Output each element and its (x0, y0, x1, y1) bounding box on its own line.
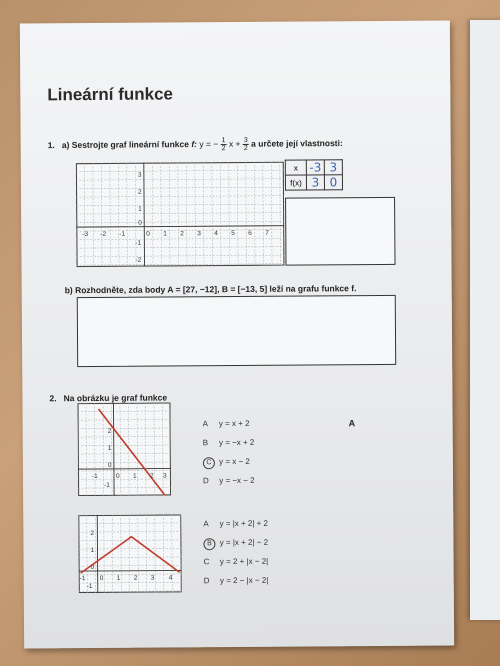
table-row (285, 175, 342, 190)
graph2-y-axis (97, 515, 98, 593)
x-tick: -1 (119, 230, 126, 238)
second-sheet (470, 20, 500, 620)
y-tick: 2 (137, 188, 142, 196)
page-title: Lineární funkce (47, 84, 174, 105)
y-tick: 1 (107, 444, 112, 452)
task1a-text: a) Sestrojte graf lineární funkce (61, 139, 189, 150)
x-tick: 2 (133, 574, 138, 582)
x-tick: 6 (248, 229, 252, 237)
task1-heading (48, 136, 343, 153)
option-letter: A (202, 419, 208, 429)
circled-option-letter: B (203, 538, 215, 550)
option-row[interactable] (203, 514, 268, 533)
frac1-den: 2 (221, 145, 226, 153)
graph1-border (78, 403, 171, 496)
option-row[interactable] (204, 571, 269, 590)
task2-prompt: Na obrázku je graf funkce (63, 392, 168, 404)
frac2-den: 2 (243, 144, 248, 152)
x-tick: 3 (150, 574, 155, 582)
y-tick: 0 (107, 461, 112, 469)
task2-graph1 (77, 402, 171, 496)
task1b-text: b) Rozhodněte, zda body A = [27, −12], B = [−13, 5] leží na grafu funkce f. (64, 283, 357, 296)
circled-option-letter: C (203, 457, 215, 469)
option-letter: C (203, 557, 210, 567)
x-tick: 5 (231, 230, 235, 238)
x-tick: 1 (116, 574, 121, 582)
table-cell[interactable]: -3 (306, 160, 324, 175)
x-tick: 1 (132, 472, 137, 480)
option-row-circled[interactable] (203, 533, 268, 552)
fraction-2 (243, 137, 249, 152)
option-letter: B (202, 438, 209, 448)
option-row[interactable] (203, 414, 255, 433)
properties-answer-box[interactable] (285, 197, 395, 266)
task2-graph2 (78, 514, 182, 593)
x-tick: 3 (197, 230, 201, 238)
table-header-x: x (285, 160, 306, 175)
y-tick: 3 (137, 171, 142, 179)
x-tick: -1 (91, 472, 98, 481)
table-cell[interactable]: 0 (324, 175, 342, 190)
option-row[interactable] (204, 552, 269, 571)
option-letter: D (202, 476, 209, 486)
option-text: y = 2 − |x − 2| (219, 575, 269, 586)
option-text: y = −x + 2 (218, 437, 255, 448)
x-tick: 0 (146, 230, 150, 238)
option-row[interactable] (203, 433, 255, 452)
x-tick: 4 (168, 574, 173, 582)
formula-mid: x + (228, 138, 241, 149)
y-tick: -1 (86, 583, 93, 591)
x-tick: -3 (82, 231, 89, 239)
x-tick: 0 (115, 472, 120, 480)
x-tick: 2 (180, 230, 184, 238)
x-tick: 3 (162, 472, 167, 480)
value-table (285, 159, 343, 190)
table-header-fx: f(x) (285, 175, 306, 190)
x-tick: 2 (149, 472, 154, 480)
frac1-num: 1 (221, 137, 226, 145)
x-tick: -2 (100, 230, 107, 238)
task1a-suffix: a určete její vlastnosti: (251, 138, 343, 149)
fraction-1 (221, 137, 227, 152)
option-row[interactable] (203, 471, 255, 490)
y-tick: -2 (135, 256, 142, 264)
y-tick: -1 (135, 239, 142, 247)
option-text: y = x + 2 (218, 418, 250, 429)
table-cell[interactable]: 3 (324, 160, 342, 175)
option-text: y = 2 + |x − 2| (219, 556, 269, 567)
y-tick: 1 (138, 205, 142, 213)
x-tick: 0 (99, 574, 104, 582)
table-row (285, 160, 342, 175)
y-tick: 2 (90, 530, 95, 538)
formula-start: y = − (199, 138, 219, 150)
y-tick: -1 (104, 481, 110, 489)
graph2-options (203, 514, 268, 590)
task1b-answer-box[interactable] (77, 295, 396, 367)
x-tick: 1 (163, 230, 167, 238)
option-text: y = |x + 2| + 2 (219, 518, 268, 529)
y-tick: 2 (107, 427, 112, 435)
option-text: y = x − 2 (219, 456, 250, 467)
task2-number: 2. (49, 393, 57, 404)
graph1-options (203, 414, 255, 490)
grid-border (76, 162, 284, 266)
y-tick: 1 (90, 547, 95, 555)
function-name: f: (191, 139, 198, 150)
worksheet-page (20, 21, 454, 649)
task1-number: 1. (47, 140, 55, 151)
y-tick: 0 (138, 219, 142, 227)
option-text: y = −x − 2 (219, 475, 255, 486)
side-answer-letter: A (348, 418, 356, 429)
option-row-circled[interactable] (203, 452, 255, 471)
x-tick: 4 (214, 230, 218, 238)
task1-grid (76, 162, 285, 267)
x-tick: 7 (265, 229, 269, 237)
frac2-num: 3 (243, 136, 248, 144)
x-tick: -1 (79, 575, 86, 583)
y-tick: 0 (90, 564, 95, 572)
option-letter: A (203, 519, 209, 529)
option-text: y = |x + 2| − 2 (219, 537, 269, 548)
table-cell[interactable]: 3 (306, 175, 324, 190)
option-letter: D (203, 576, 210, 586)
